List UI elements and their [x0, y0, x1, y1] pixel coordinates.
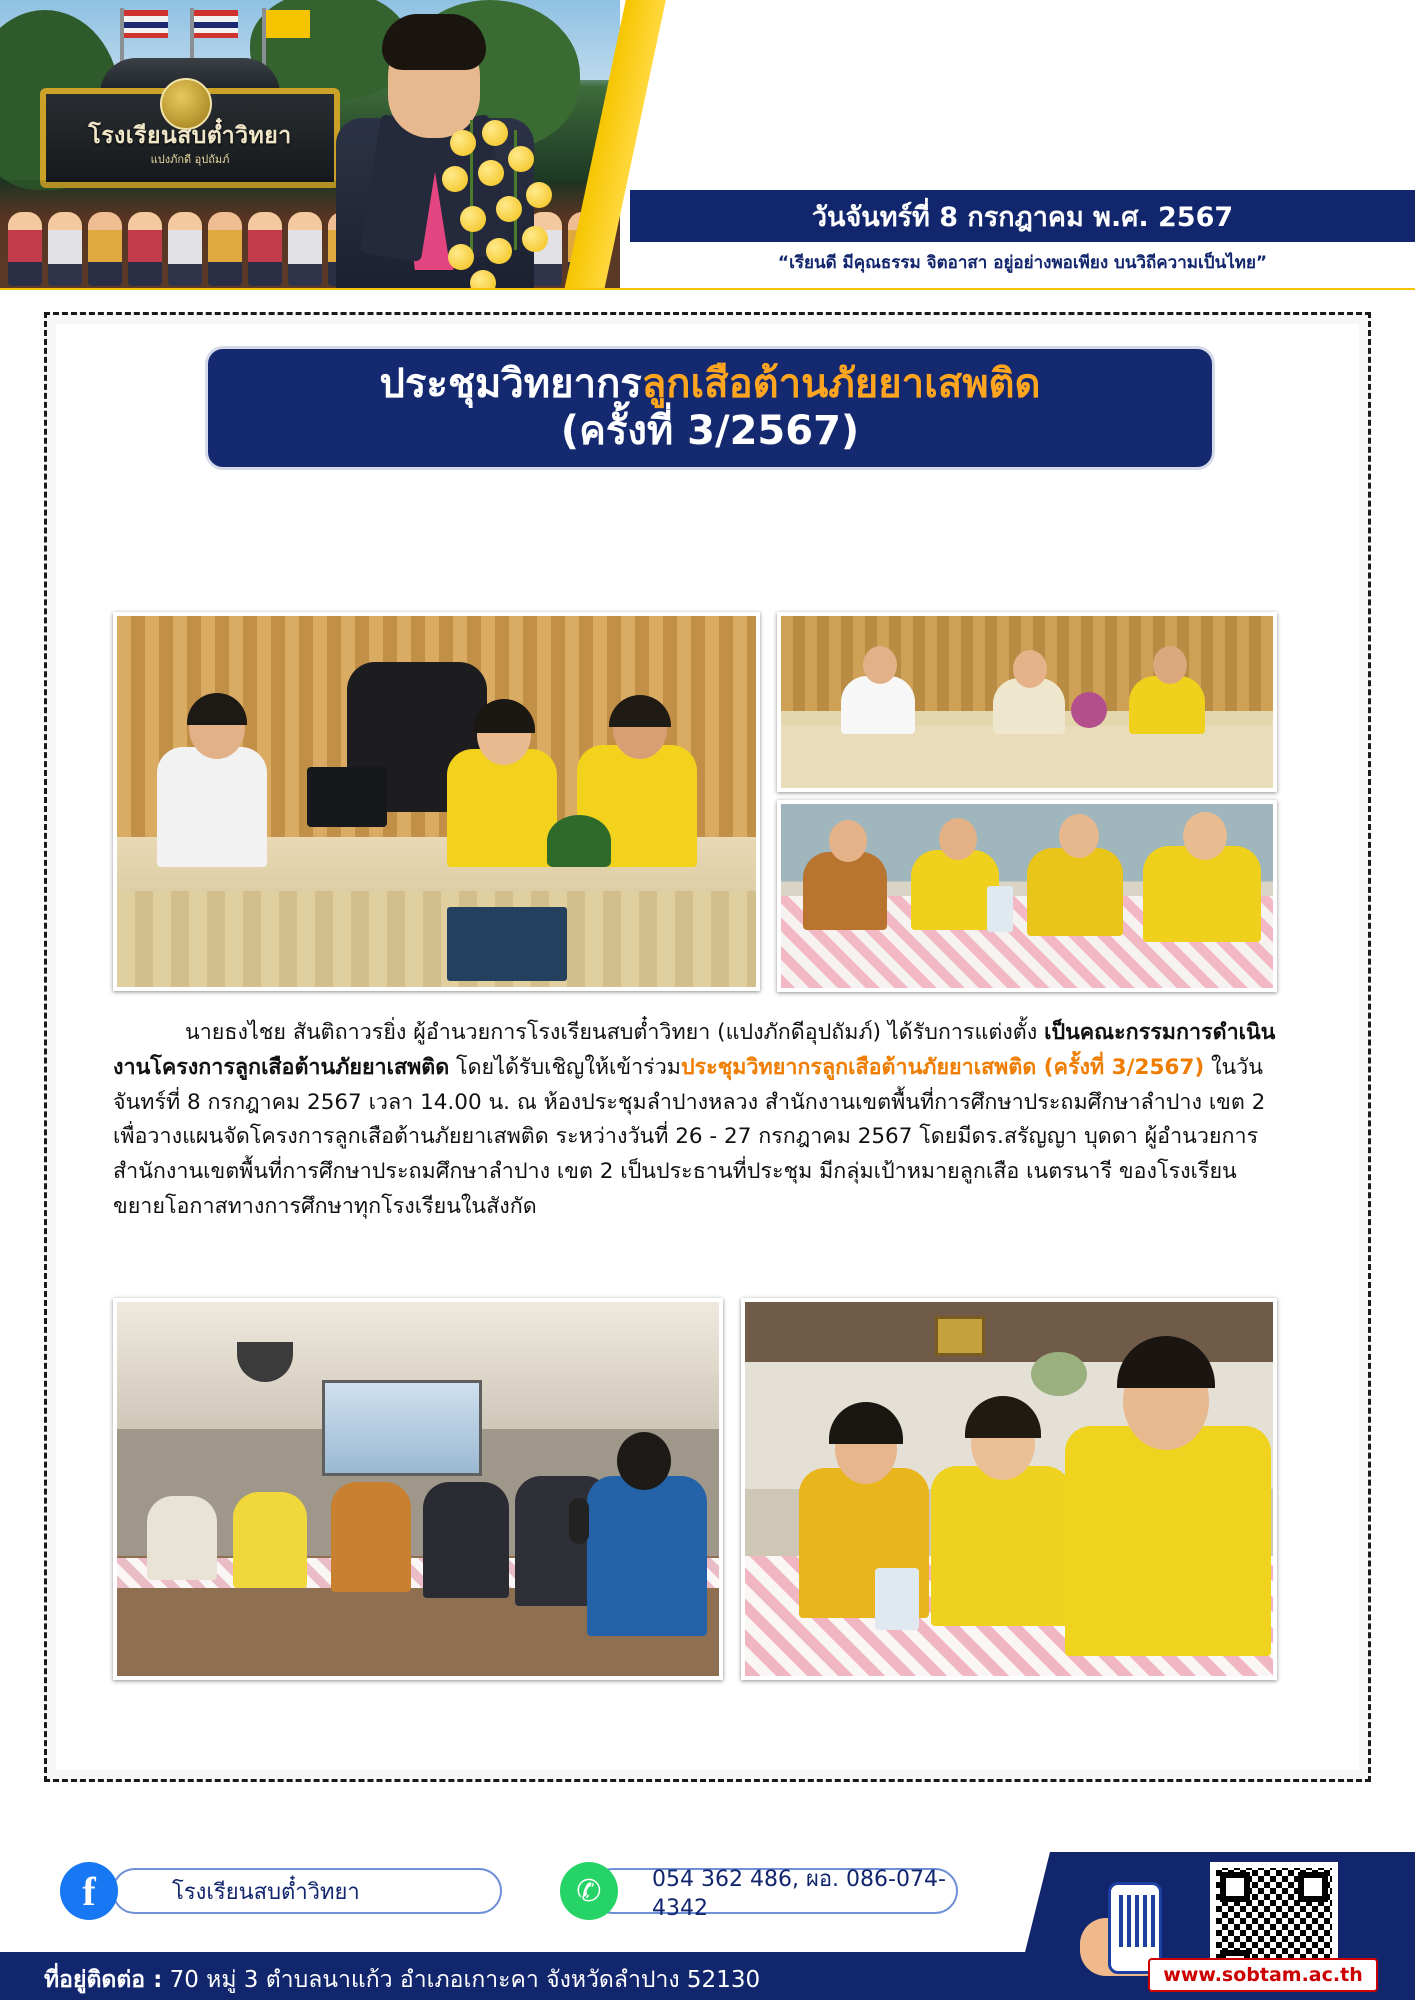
- person-head: [617, 1432, 671, 1490]
- header-divider: [0, 288, 1415, 290]
- facebook-glyph: f: [82, 1868, 96, 1914]
- article-sentence-3: ในวันจันทร์ที่ 8 กรกฎาคม 2567 เวลา 14.00 น. ณ ห้องประชุมลำปางหลวง สำนักงานเขตพื้นที่การศึกษาประถมศึกษาลำปาง เขต 2 เพื่อวางแผนจัดโครงการลูกเสือต้านภัยยาเสพติด ระหว่างวันที่ 26 - 27 กรกฎาคม 2567 โดยมีดร.สรัญญา บุดดา ผู้อำนวยการสำนักงานเขตพื้นที่การศึกษาประถมศึกษาลำปาง เขต 2 เป็นประธานที่ประชุม มีกลุ่มเป้าหมายลูกเสือ เนตรนารี ของโรงเรียนขยายโอกาสทางการศึกษาทุกโรงเรียนในสังกัด: [113, 1054, 1266, 1220]
- article-sentence-2: โดยได้รับเชิญให้เข้าร่วม: [449, 1054, 681, 1080]
- seminar-room-photo: [113, 1298, 723, 1680]
- hero-school-name: โรงเรียนสบต๋ำวิทยา: [88, 123, 292, 149]
- person-shape: [587, 1476, 707, 1636]
- portrait-hair: [382, 14, 486, 70]
- person-shape: [803, 852, 887, 930]
- plant-shape: [547, 815, 611, 867]
- person-shape: [1027, 848, 1123, 936]
- facebook-label: โรงเรียนสบต๋ำวิทยา: [172, 1879, 360, 1905]
- issue-date: วันจันทร์ที่ 8 กรกฎาคม พ.ศ. 2567: [630, 190, 1415, 242]
- glass-shape: [987, 886, 1013, 932]
- facebook-icon[interactable]: [60, 1862, 118, 1920]
- phone-label: 054 362 486, ผอ. 086-074-4342: [652, 1867, 946, 1921]
- person-shape: [1065, 1426, 1271, 1656]
- whatsapp-icon[interactable]: [560, 1862, 618, 1920]
- royal-portrait-frame: [935, 1316, 985, 1356]
- meeting-head-table-photo: [113, 612, 760, 991]
- person-shape: [423, 1482, 509, 1598]
- whatsapp-glyph: ✆: [576, 1873, 602, 1909]
- person-head: [1013, 650, 1047, 688]
- topic-banner: [205, 346, 1215, 470]
- panel-speakers-photo: [777, 612, 1277, 792]
- topic-line-1b: ลูกเสือต้านภัยยาเสพติด: [641, 361, 1041, 407]
- person-shape: [1143, 846, 1261, 942]
- person-head: [1059, 814, 1099, 858]
- article-highlight-1: ประชุมวิทยากรลูกเสือต้านภัยยาเสพติด (ครั้งที่ 3/2567): [680, 1054, 1205, 1080]
- topic-line-1a: ประชุมวิทยากร: [379, 361, 642, 407]
- person-head: [939, 818, 977, 860]
- article-body: [113, 1016, 1283, 1225]
- article-bold-1: เป็นคณะกรรมการดำเนินงานโครงการลูกเสือต้านภัยยาเสพติด: [113, 1020, 1276, 1080]
- topic-line-1: [379, 361, 1040, 407]
- monitor-shape: [307, 767, 387, 827]
- hero-school-sub: แปงภักดี อุปถัมภ์: [150, 153, 230, 166]
- golden-shower-flowers: [430, 120, 620, 290]
- person-shape: [157, 747, 267, 867]
- group-selfie-photo: [741, 1298, 1277, 1680]
- person-shape: [447, 749, 557, 867]
- qr-eye: [1298, 1872, 1328, 1902]
- microphone-icon: [569, 1498, 589, 1544]
- staff-at-table-photo: [777, 800, 1277, 992]
- person-shape: [841, 676, 915, 734]
- school-motto: “เรียนดี มีคุณธรรม จิตอาสา อยู่อย่างพอเพียง บนวิถีความเป็นไทย”: [630, 242, 1415, 282]
- facebook-pill[interactable]: [112, 1868, 502, 1914]
- person-shape: [911, 850, 999, 930]
- person-shape: [331, 1482, 411, 1592]
- person-shape: [931, 1466, 1071, 1626]
- topic-line-2: (ครั้งที่ 3/2567): [560, 408, 860, 454]
- website-badge[interactable]: [1148, 1958, 1378, 1992]
- glass-shape: [875, 1568, 919, 1630]
- flower-vase: [1071, 692, 1107, 728]
- royal-flag-icon: [266, 10, 310, 38]
- article-sentence-1: นายธงไชย สันติถาวรยิ่ง ผู้อำนวยการโรงเรียนสบต๋ำวิทยา (แปงภักดีอุปถัมภ์) ได้รับการแต่งตั้ง: [185, 1020, 1038, 1045]
- thai-flag-icon: [194, 10, 238, 38]
- person-head: [1153, 646, 1187, 684]
- person-head: [1183, 812, 1227, 860]
- thai-flag-icon: [124, 10, 168, 38]
- newsletter-header: [0, 0, 1415, 290]
- person-shape: [147, 1496, 217, 1580]
- phone-pill[interactable]: [590, 1867, 958, 1921]
- qr-eye: [1220, 1872, 1250, 1902]
- person-shape: [1129, 676, 1205, 734]
- person-shape: [233, 1492, 307, 1588]
- person-head: [829, 820, 867, 862]
- flower-vase: [1031, 1352, 1087, 1396]
- person-head: [863, 646, 897, 684]
- laptop-shape: [447, 907, 567, 981]
- contact-address: [44, 1962, 760, 1998]
- address-label: ที่อยู่ติดต่อ :: [44, 1967, 163, 1993]
- address-value: 70 หมู่ 3 ตำบลนาแก้ว อำเภอเกาะคา จังหวัดลำปาง 52130: [169, 1967, 761, 1993]
- website-label: www.sobtam.ac.th: [1163, 1964, 1363, 1986]
